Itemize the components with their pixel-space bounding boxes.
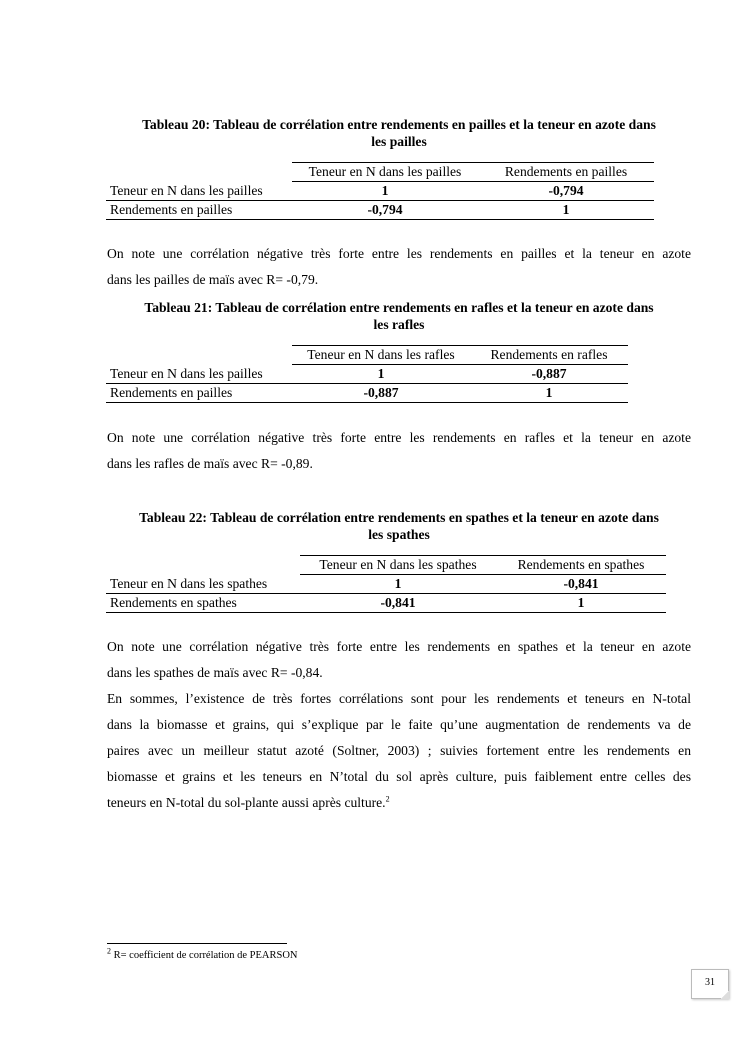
column-header-rendements: Rendements en spathes	[496, 556, 666, 575]
cell-value: 1	[300, 575, 496, 594]
table-22	[106, 555, 666, 613]
paragraph-line: On note une corrélation négative très forte entre les rendements en rafles et la teneur en azote	[107, 430, 691, 445]
table-corner-cell	[106, 556, 300, 575]
footnote-divider	[107, 943, 287, 944]
cell-value: -0,887	[292, 384, 470, 403]
column-header-rendements: Rendements en rafles	[470, 346, 628, 365]
caption-line-1: Tableau 20: Tableau de corrélation entre rendements en pailles et la teneur en azote dans	[142, 117, 656, 132]
cell-value: -0,841	[300, 594, 496, 613]
page-number: 31	[705, 977, 715, 988]
caption-line-2: les rafles	[373, 317, 425, 332]
table-row	[106, 594, 666, 613]
cell-value: -0,794	[478, 182, 654, 201]
paragraph-line-last	[107, 790, 691, 816]
row-label: Teneur en N dans les pailles	[106, 365, 292, 384]
caption-line-2: les spathes	[368, 527, 430, 542]
footnote-number: 2	[107, 946, 111, 956]
page-number-box	[691, 969, 729, 999]
paragraph-line: On note une corrélation négative très forte entre les rendements en spathes et la teneur en azote	[107, 639, 691, 654]
cell-value: 1	[478, 201, 654, 220]
paragraph-line: biomasse et grains et les teneurs en N’total du sol après culture, puis faiblement entre celles des	[107, 769, 691, 784]
table-header-row	[106, 556, 666, 575]
cell-value: 1	[292, 182, 478, 201]
table-header-row	[106, 163, 654, 182]
column-header-teneur: Teneur en N dans les pailles	[292, 163, 478, 182]
table-20	[106, 162, 654, 220]
table-row	[106, 201, 654, 220]
footnote	[107, 946, 298, 961]
column-header-rendements: Rendements en pailles	[478, 163, 654, 182]
caption-line-1: Tableau 21: Tableau de corrélation entre rendements en rafles et la teneur en azote dans	[144, 300, 654, 315]
table-21-caption	[107, 299, 691, 333]
cell-value: -0,887	[470, 365, 628, 384]
paragraph-spathes	[107, 634, 691, 686]
table-20-caption	[107, 116, 691, 150]
paragraph-line: dans les spathes de maïs avec R= -0,84.	[107, 665, 323, 680]
row-label: Teneur en N dans les spathes	[106, 575, 300, 594]
paragraph-line: dans la biomasse et grains, qui s’explique par le faite qu’une augmentation de rendements va de	[107, 717, 691, 732]
table-header-row	[106, 346, 628, 365]
paragraph-text: teneurs en N-total du sol-plante aussi après culture.	[107, 795, 386, 810]
cell-value: 1	[470, 384, 628, 403]
table-corner-cell	[106, 346, 292, 365]
column-header-teneur: Teneur en N dans les spathes	[300, 556, 496, 575]
footnote-reference[interactable]: 2	[385, 794, 390, 804]
table-21	[106, 345, 628, 403]
paragraph-pailles	[107, 241, 691, 293]
table-row	[106, 182, 654, 201]
table-22-caption	[107, 509, 691, 543]
cell-value: 1	[292, 365, 470, 384]
paragraph-line: paires avec un meilleur statut azoté (Soltner, 2003) ; suivies fortement entre les rendements en	[107, 743, 691, 758]
table-row	[106, 365, 628, 384]
column-header-teneur: Teneur en N dans les rafles	[292, 346, 470, 365]
paragraph-line: On note une corrélation négative très forte entre les rendements en pailles et la teneur en azote	[107, 246, 691, 261]
caption-line-1: Tableau 22: Tableau de corrélation entre rendements en spathes et la teneur en azote dans	[139, 510, 659, 525]
table-row	[106, 384, 628, 403]
table-row	[106, 575, 666, 594]
row-label: Teneur en N dans les pailles	[106, 182, 292, 201]
cell-value: -0,794	[292, 201, 478, 220]
cell-value: -0,841	[496, 575, 666, 594]
row-label: Rendements en spathes	[106, 594, 300, 613]
caption-line-2: les pailles	[371, 134, 427, 149]
paragraph-line: dans les pailles de maïs avec R= -0,79.	[107, 272, 319, 287]
cell-value: 1	[496, 594, 666, 613]
footnote-text: R= coefficient de corrélation de PEARSON	[111, 950, 298, 961]
paragraph-conclusion	[107, 686, 691, 816]
row-label: Rendements en pailles	[106, 384, 292, 403]
paragraph-line: dans les rafles de maïs avec R= -0,89.	[107, 456, 313, 471]
paragraph-line: En sommes, l’existence de très fortes corrélations sont pour les rendements et teneurs en N-total	[107, 691, 691, 706]
table-corner-cell	[106, 163, 292, 182]
paragraph-rafles	[107, 425, 691, 477]
row-label: Rendements en pailles	[106, 201, 292, 220]
